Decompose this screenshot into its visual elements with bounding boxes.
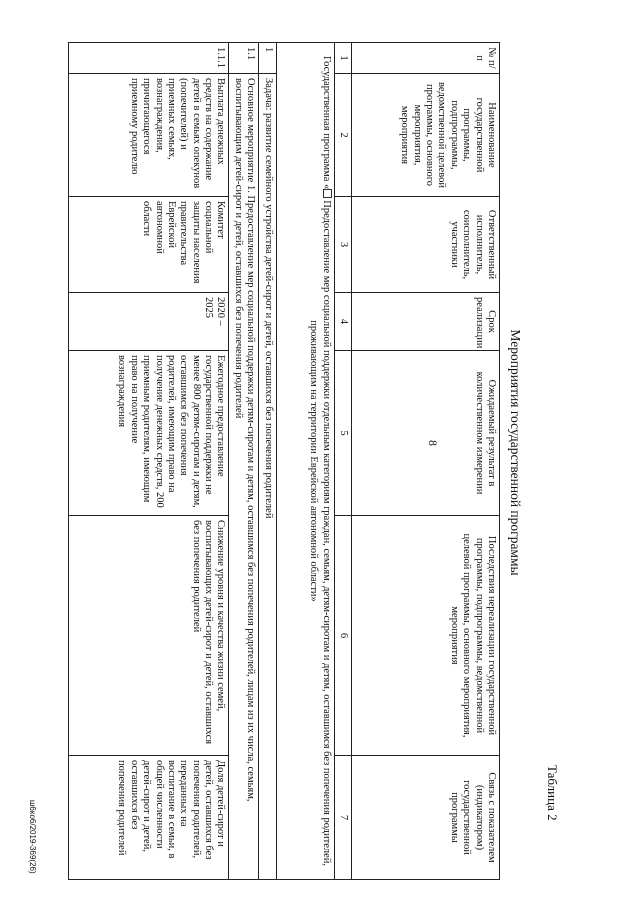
program-text: Предоставление мер социальной поддержки отдельным категориям граждан, семьям, детям-сиротам и детям, оставшимся без попечения родителей, проживающим на территории Еврейской автономной области» [308, 200, 332, 867]
footer-code: ш6ко6/2019-369(26) [28, 800, 37, 874]
col-header-term: Срок реализации [352, 293, 500, 351]
measure-result: Ежегодное предоставление государственной поддержки не менее 800 детям-сиротам и детям, оставшимся без попечения родителей, имеющим право на получение денежных средств, 200 приемным родителям, имеющим право на получение вознаграждения [69, 351, 229, 516]
table-row [69, 43, 229, 880]
col-num-6: 6 [334, 516, 351, 756]
column-number-row [334, 43, 351, 880]
col-num-5: 5 [334, 351, 351, 516]
program-cell [276, 43, 334, 880]
page-number: 8 [426, 440, 440, 446]
table-row [229, 43, 259, 880]
col-num-2: 2 [334, 74, 351, 197]
measure-term: 2020 – 2025 [69, 293, 229, 351]
task-cell: Задача: развитие семейного устройства детей-сирот и детей, оставшихся без попечения родителей [259, 74, 276, 880]
measure-executor: Комитет социальной защиты населения правительства Еврейской автономной области [69, 197, 229, 293]
col-header-result: Ожидаемый результат в количественном измерении [352, 351, 500, 516]
measure-indicator: Доля детей-сирот и детей, оставшихся без попечения родителей, переданных на воспитание в семьи, в общей численности детей-сирот и детей, оставшихся без попечения родителей [69, 756, 229, 880]
row-num: 1 [259, 43, 276, 74]
measures-table [69, 42, 501, 880]
checkbox-icon [323, 189, 332, 198]
measure-consequences: Снижение уровня и качества жизни семей, воспитывающих детей-сирот и детей, оставшихся без попечения родителей [69, 516, 229, 756]
measure-name: Выплата денежных средств на содержание детей в семьях опекунов (попечителей) и приемных семьях, вознаграждения, причитающегося приемному родителю [69, 74, 229, 197]
col-header-consequences: Последствия нереализации государственной программы, подпрограммы, ведомственной целевой программы, основного мероприятия, мероприятия [352, 516, 500, 756]
col-num-4: 4 [334, 293, 351, 351]
col-header-executor: Ответственный исполнитель, соисполнитель, участники [352, 197, 500, 293]
col-num-7: 7 [334, 756, 351, 880]
program-row [276, 43, 334, 880]
main-measure-cell: Основное мероприятие 1. Предоставление мер социальной поддержки детям-сиротам и детям, оставшимся без попечения родителей, лицам из их числа, семьям, воспитывающим детей-сирот и детей, оставшихся без попечения родителей [229, 74, 259, 880]
col-header-indicator: Связь с показателем (индикатором) государственной программы [352, 756, 500, 880]
program-label: Государственная программа « [320, 55, 332, 190]
col-header-no: № п/п [352, 43, 500, 74]
col-header-name: Наименование государственной программы, подпрограммы, ведомственной целевой программы, основного мероприятия, мероприятия [352, 74, 500, 197]
table-label: Таблица 2 [545, 765, 560, 821]
header-row [352, 43, 500, 880]
col-num-3: 3 [334, 197, 351, 293]
row-num: 1.1 [229, 43, 259, 74]
table-row [259, 43, 276, 880]
col-num-1: 1 [334, 43, 351, 74]
page-title: Мероприятия государственной программы [508, 329, 523, 576]
row-num: 1.1.1 [69, 43, 229, 74]
